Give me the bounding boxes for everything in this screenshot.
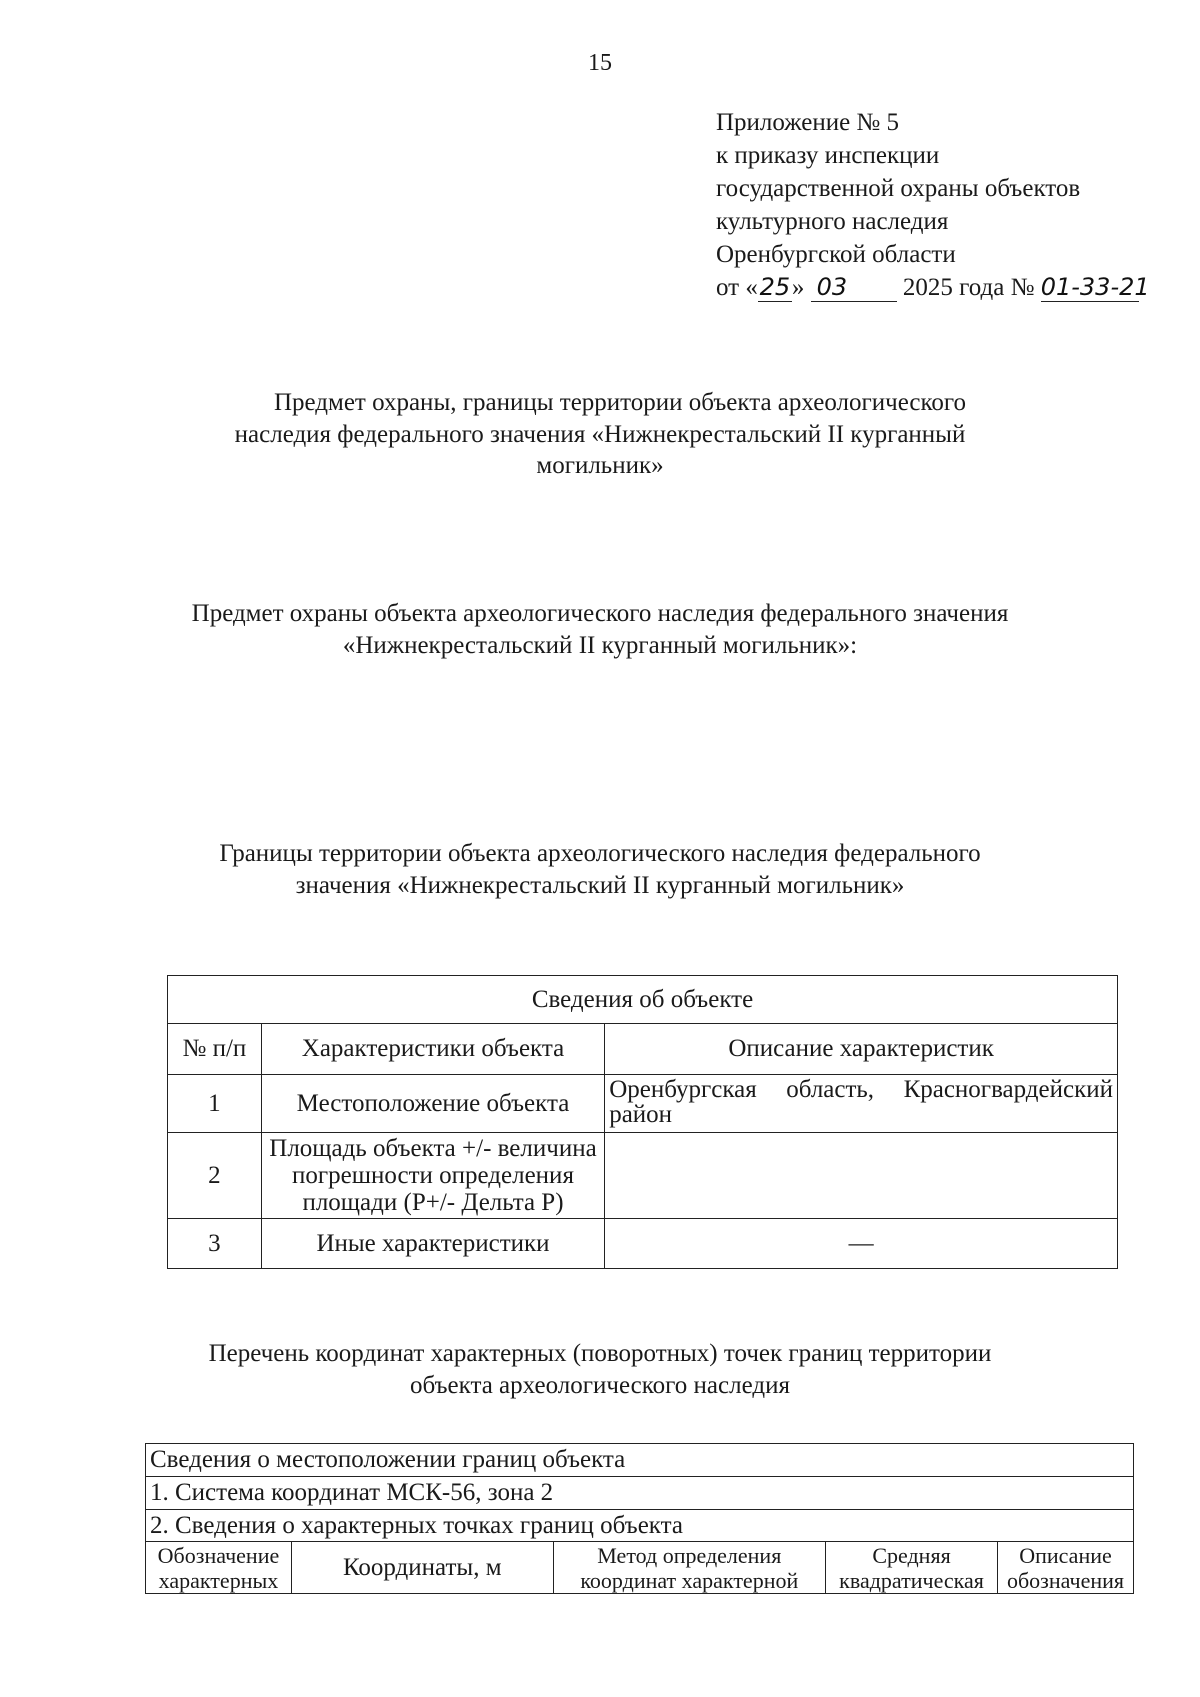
header-line: Описание (1019, 1542, 1112, 1568)
main-title-line: могильник» (536, 452, 664, 479)
desc-word: область, (786, 1076, 875, 1103)
desc-word: Красногвардейский (903, 1076, 1113, 1103)
row-num: 3 (168, 1219, 262, 1269)
coords-row-location: Сведения о местоположении границ объекта (146, 1444, 1134, 1477)
boundaries-title-line: значения «Нижнекрестальский II курганный могильник» (295, 871, 905, 899)
header-line: Обозначение (157, 1542, 280, 1568)
header-line: квадратическая (839, 1567, 984, 1593)
row-num: 2 (168, 1133, 262, 1219)
header-line: координат характерной (580, 1567, 799, 1593)
main-title-line: наследия федерального значения «Нижнекрестальский II курганный (234, 420, 966, 448)
order-number-handwritten: 01-33-21 (1040, 273, 1150, 301)
coords-row-points: 2. Сведения о характерных точках границ объекта (146, 1509, 1134, 1542)
coords-title-line: Перечень координат характерных (поворотных) точек границ территории (208, 1340, 992, 1367)
header-characteristics: Характеристики объекта (261, 1024, 604, 1075)
page-number: 15 (588, 50, 612, 76)
coords-header-row (146, 1542, 1134, 1594)
row-name: Местоположение объекта (261, 1075, 604, 1133)
coords-row-system: 1. Система координат МСК-56, зона 2 (146, 1477, 1134, 1510)
coords-header-description (998, 1542, 1134, 1594)
coords-table (145, 1443, 1134, 1594)
protection-title-line: «Нижнекрестальский II курганный могильник»: (342, 631, 858, 659)
date-month-handwritten: 03 (811, 273, 897, 302)
row-name-line: погрешности определения (292, 1162, 574, 1189)
coords-header-coordinates: Координаты, м (291, 1542, 553, 1594)
desc-line: район (609, 1101, 673, 1128)
protection-title (0, 598, 1200, 661)
table-row (168, 1075, 1118, 1133)
appendix-date-line (716, 271, 1176, 304)
header-line: Метод определения (597, 1542, 782, 1568)
header-description: Описание характеристик (605, 1024, 1118, 1075)
main-title-line: Предмет охраны, границы территории объекта археологического (273, 389, 967, 416)
coords-header-method (553, 1542, 826, 1594)
appendix-line: государственной охраны объектов (716, 175, 1081, 202)
coords-title (0, 1338, 1200, 1401)
coords-title-line: объекта археологического наследия (410, 1371, 790, 1399)
row-num: 1 (168, 1075, 262, 1133)
main-title (0, 387, 1200, 482)
coords-header-designation (146, 1542, 292, 1594)
header-num: № п/п (168, 1024, 262, 1075)
appendix-block (716, 106, 1176, 304)
date-year: 2025 года № (902, 274, 1035, 301)
table-row (168, 1219, 1118, 1269)
date-day-handwritten: 25 (759, 273, 791, 301)
boundaries-title (0, 838, 1200, 901)
protection-title-line: Предмет охраны объекта археологического наследия федерального значения (191, 600, 1009, 627)
appendix-line: Приложение № 5 (716, 109, 900, 136)
row-description: — (605, 1219, 1118, 1269)
header-line: Средняя (872, 1542, 951, 1568)
row-name: Иные характеристики (261, 1219, 604, 1269)
row-description (605, 1133, 1118, 1219)
header-line: характерных (158, 1567, 279, 1593)
coords-header-rms (826, 1542, 998, 1594)
header-line: обозначения (1006, 1567, 1125, 1593)
boundaries-title-line: Границы территории объекта археологического наследия федерального (219, 840, 981, 867)
row-description (605, 1075, 1118, 1133)
appendix-line: Оренбургской области (716, 241, 956, 268)
date-prefix: от « (716, 274, 758, 301)
row-name-line: площади (P+/- Дельта P) (302, 1189, 564, 1216)
row-name-line: Площадь объекта +/- величина (269, 1135, 597, 1162)
appendix-line: к приказу инспекции (716, 142, 940, 169)
date-sep: » (791, 274, 805, 301)
row-name (261, 1133, 604, 1219)
object-info-table (167, 975, 1118, 1269)
desc-word: Оренбургская (609, 1076, 757, 1103)
object-table-caption: Сведения об объекте (168, 976, 1118, 1024)
appendix-line: культурного наследия (716, 208, 949, 235)
table-row (168, 1133, 1118, 1219)
